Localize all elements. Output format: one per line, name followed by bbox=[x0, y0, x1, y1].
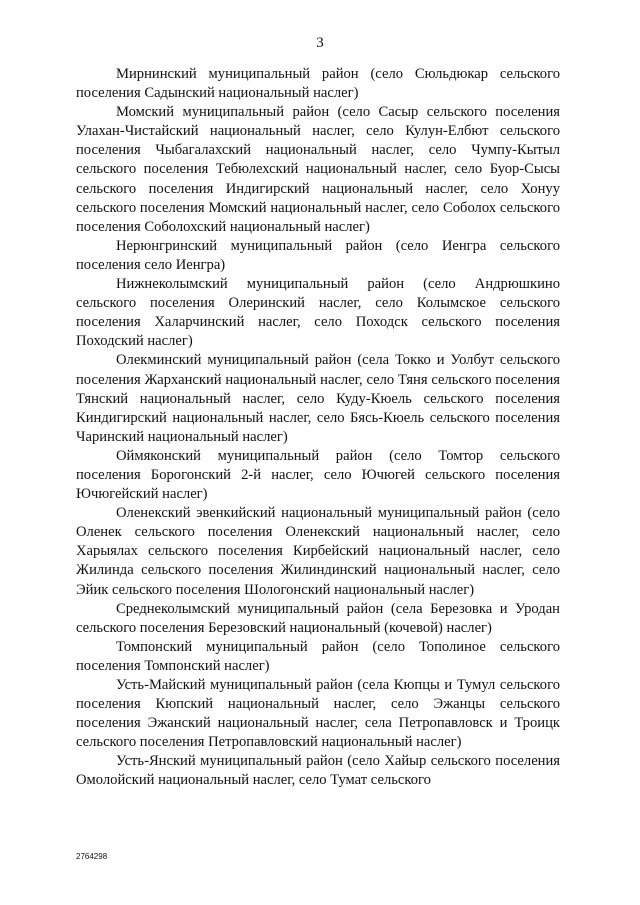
document-code: 2764298 bbox=[76, 852, 108, 861]
paragraph-olekminsky: Олекминский муниципальный район (села Токко и Уолбут сельского поселения Жарханский национальный наслег, село Тяня сельского поселения Тянский национальный наслег, село Куду-Кюель сельского поселения Киндигирский национальный наслег, село Бясь-Кюель сельского поселения Чаринский национальный наслег) bbox=[76, 352, 560, 445]
document-body bbox=[76, 65, 560, 791]
paragraph-momsky: Момский муниципальный район (село Сасыр сельского поселения Улахан-Чистайский национальный наслег, село Кулун-Елбют сельского поселения Чыбагалахский национальный наслег, село Чумпу-Кытыл сельского поселения Тебюлехский национальный наслег, село Буор-Сысы сельского поселения Индигирский национальный наслег, село Хонуу сельского поселения Момский национальный наслег, село Соболох сельского поселения Соболохский национальный наслег) bbox=[76, 104, 560, 235]
paragraph-oleneksky: Оленекский эвенкийский национальный муниципальный район (село Оленек сельского поселения Оленекский национальный наслег, село Харыялах сельского поселения Кирбейский национальный наслег, село Жилинда сельского поселения Жилиндинский национальный наслег, село Эйик сельского поселения Шологонский национальный наслег) bbox=[76, 505, 560, 598]
page-number: 3 bbox=[316, 35, 324, 51]
paragraph-tomponsky: Томпонский муниципальный район (село Тополиное сельского поселения Томпонский наслег) bbox=[76, 638, 560, 674]
paragraph-neryungrinsky: Нерюнгринский муниципальный район (село Иенгра сельского поселения село Иенгра) bbox=[76, 237, 560, 273]
paragraph-oymyakonsky: Оймяконский муниципальный район (село Томтор сельского поселения Борогонский 2-й наслег, село Ючюгей сельского поселения Ючюгейский наслег) bbox=[76, 447, 560, 503]
paragraph-mirninsky: Мирнинский муниципальный район (село Сюльдюкар сельского поселения Садынский национальный наслег) bbox=[76, 66, 560, 102]
paragraph-ust-yansky: Усть-Янский муниципальный район (село Хайыр сельского поселения Омолойский национальный наслег, село Тумат сельского bbox=[76, 753, 560, 789]
paragraph-nizhnekolymsky: Нижнеколымский муниципальный район (село Андрюшкино сельского поселения Олеринский наслег, село Колымское сельского поселения Халарчинский наслег, село Походск сельского поселения Походский наслег) bbox=[76, 276, 560, 350]
paragraph-srednekolymsky: Среднеколымский муниципальный район (села Березовка и Уродан сельского поселения Березовский национальный (кочевой) наслег) bbox=[76, 600, 560, 636]
paragraph-ust-maysky: Усть-Майский муниципальный район (села Кюпцы и Тумул сельского поселения Кюпский национальный наслег, село Эжанцы сельского поселения Эжанский национальный наслег, села Петропавловск и Троицк сельского поселения Петропавловский национальный наслег) bbox=[76, 677, 560, 751]
